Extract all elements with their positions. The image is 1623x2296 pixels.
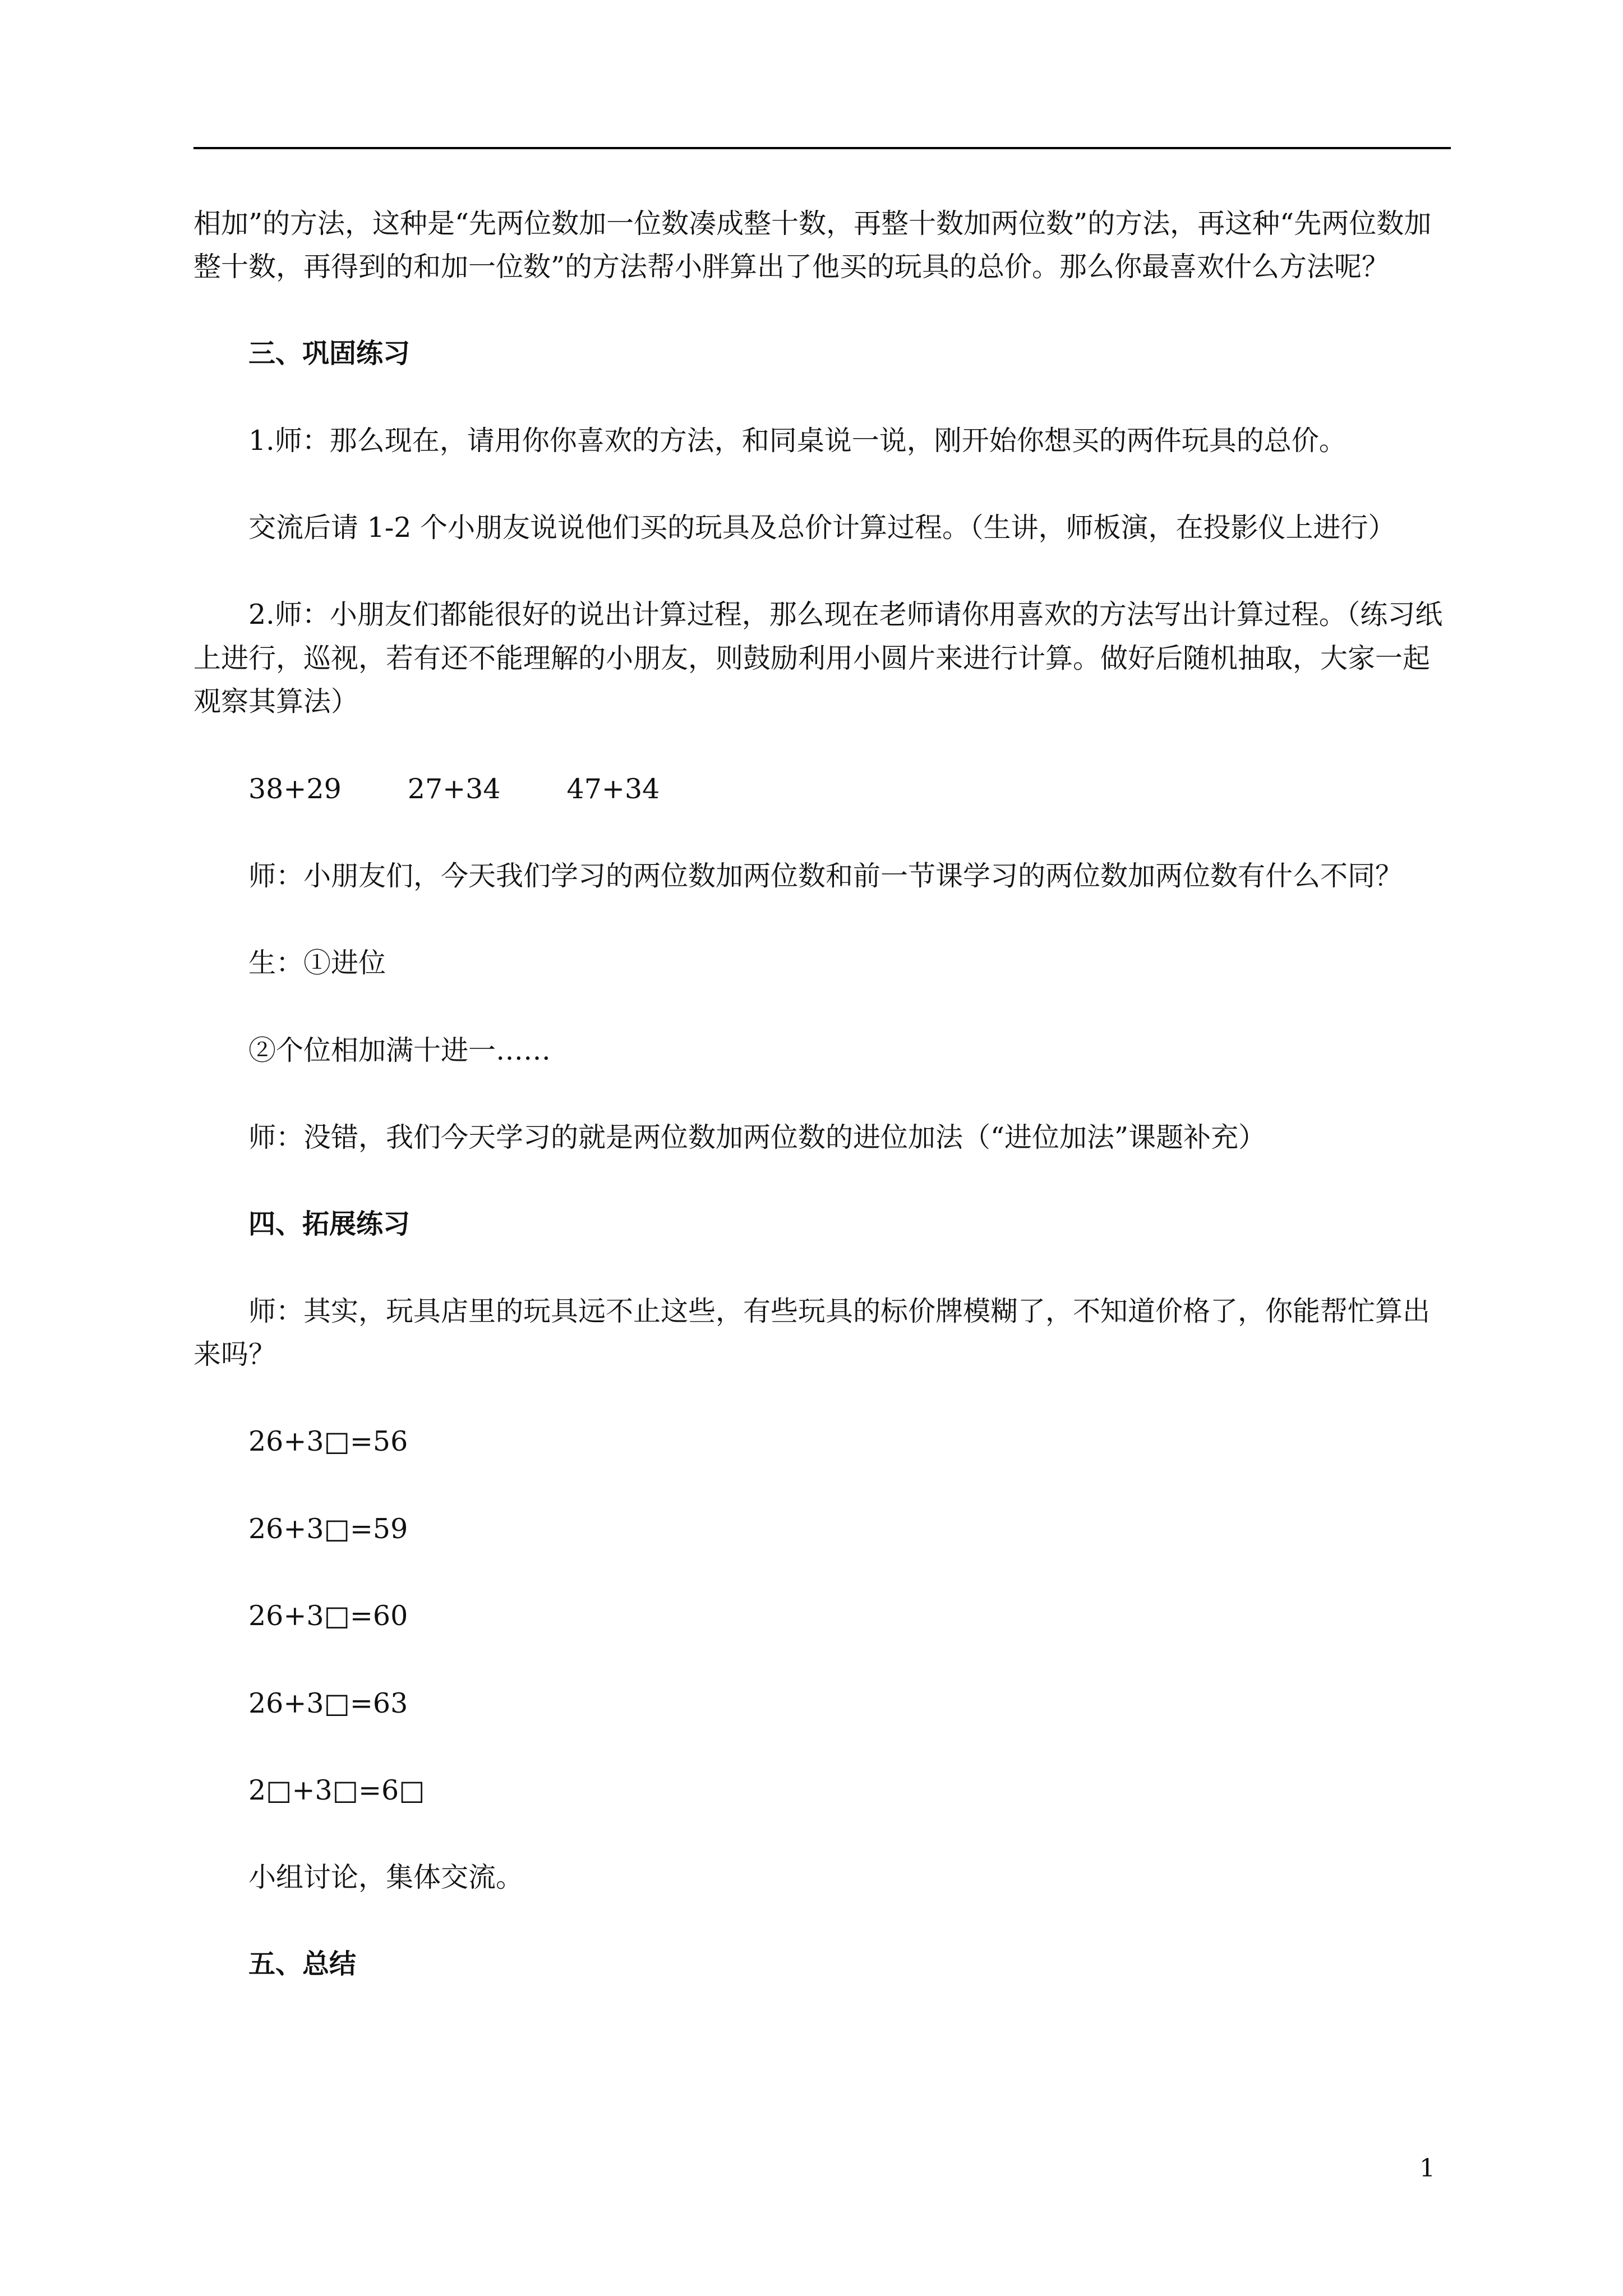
paragraph-student-answer-2: ②个位相加满十进一……: [248, 1034, 551, 1066]
equation-line: 26+3□=60: [248, 1600, 408, 1632]
exercise-list: [193, 767, 1451, 811]
paragraph-exchange: 交流后请 1-2 个小朋友说说他们买的玩具及总价计算过程。（生讲，师板演，在投影仪上进行）: [248, 512, 1396, 544]
paragraph-teacher-question: 师：小朋友们，今天我们学习的两位数加两位数和前一节课学习的两位数加两位数有什么不同？: [248, 860, 1403, 892]
equation-line: 2□+3□=6□: [248, 1774, 425, 1806]
document-body: [193, 202, 1451, 2030]
section-heading-consolidation: 三、巩固练习: [248, 337, 411, 369]
paragraph-group-discussion: 小组讨论，集体交流。: [248, 1861, 524, 1894]
equation-line: 26+3□=63: [248, 1687, 408, 1719]
intro-paragraph: 相加”的方法，这种是“先两位数加一位数凑成整十数，再整十数加两位数”的方法，再这种“先两位数加整十数，再得到的和加一位数”的方法帮小胖算出了他买的玩具的总价。那么你最喜欢什么方法呢？: [193, 208, 1432, 283]
paragraph-student-answer: 生：①进位: [248, 947, 386, 979]
section-heading-extension: 四、拓展练习: [248, 1208, 411, 1240]
exercise-item: 47+34: [566, 772, 660, 805]
paragraph-teacher-extension: 师：其实，玩具店里的玩具远不止这些，有些玩具的标价牌模糊了，不知道价格了，你能帮忙算出来吗？: [193, 1295, 1431, 1370]
equation-line: 26+3□=59: [248, 1512, 408, 1545]
paragraph-teacher-2: 2.师：小朋友们都能很好的说出计算过程，那么现在老师请你用喜欢的方法写出计算过程。（练习纸上进行，巡视，若有还不能理解的小朋友，则鼓励利用小圆片来进行计算。做好后随机抽取，大家一起观察其算法）: [193, 599, 1443, 718]
exercise-item: 38+29: [248, 772, 342, 805]
equation-line: 26+3□=56: [248, 1425, 408, 1458]
paragraph-teacher-summary: 师：没错，我们今天学习的就是两位数加两位数的进位加法（“进位加法”课题补充）: [248, 1121, 1266, 1154]
exercise-item: 27+34: [407, 772, 501, 805]
paragraph-teacher-1: 1.师：那么现在，请用你你喜欢的方法，和同桌说一说，刚开始你想买的两件玩具的总价。: [248, 424, 1347, 457]
page-number: 1: [1419, 2154, 1435, 2183]
header-rule: [193, 147, 1451, 149]
section-heading-summary: 五、总结: [248, 1948, 357, 1980]
